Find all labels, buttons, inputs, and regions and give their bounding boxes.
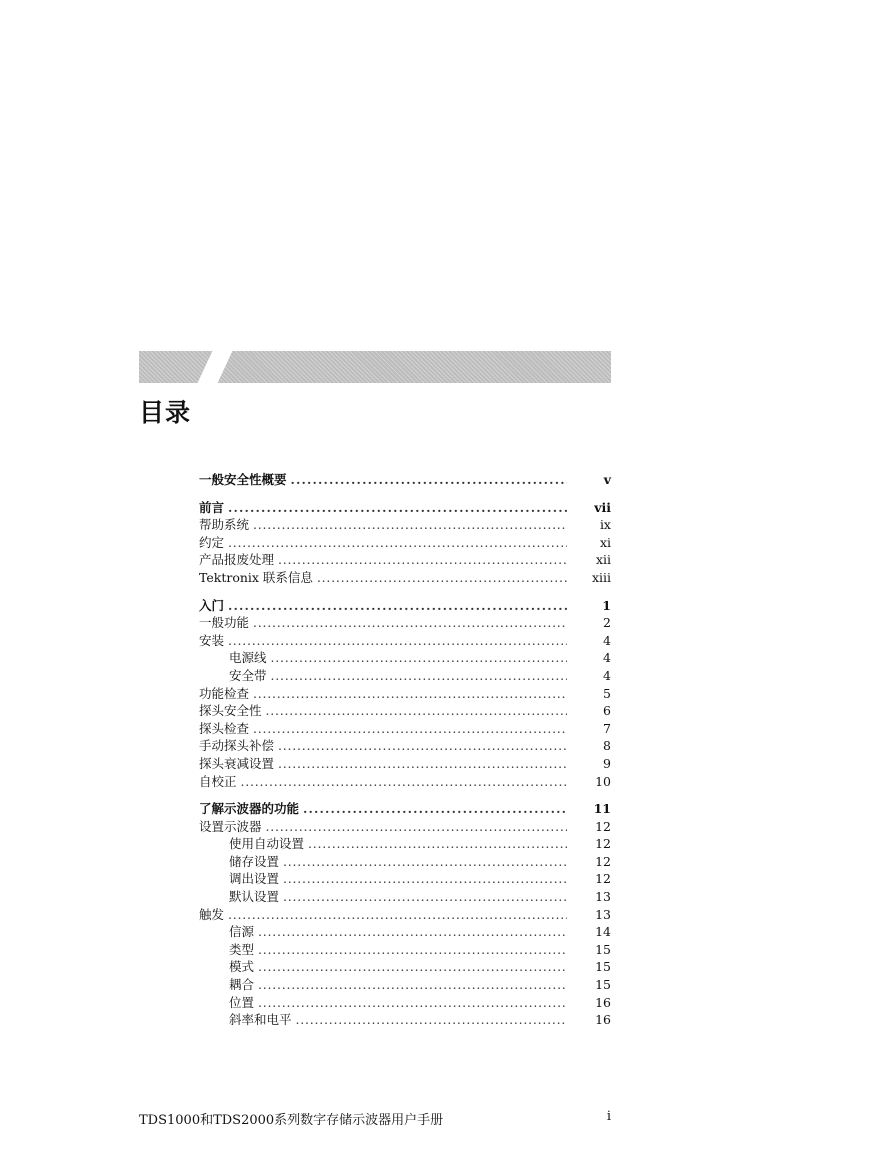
toc-entry[interactable] (199, 773, 611, 791)
toc-entry-page: 13 (595, 889, 611, 905)
toc-dot-leader (278, 737, 567, 755)
toc-entry[interactable] (199, 958, 611, 976)
toc-dot-leader (283, 888, 567, 906)
toc-entry[interactable] (199, 976, 611, 994)
toc-entry-label: 探头检查 (199, 720, 250, 736)
toc-entry-label: 前言 (199, 499, 225, 515)
toc-entry-page: xiii (591, 569, 611, 585)
toc-entry[interactable] (199, 818, 611, 836)
toc-entry[interactable] (199, 906, 611, 924)
toc-dot-leader (258, 976, 567, 994)
toc-entry-label: 帮助系统 (199, 517, 250, 533)
page-title: 目录 (139, 398, 192, 427)
toc-dot-leader (303, 800, 567, 818)
toc-entry-page: 9 (603, 755, 611, 771)
toc-entry[interactable] (199, 702, 611, 720)
toc-entry-page: 12 (595, 836, 611, 852)
toc-entry[interactable] (199, 649, 611, 667)
toc-entry-page: v (603, 472, 611, 487)
toc-entry-page: xii (595, 552, 611, 568)
toc-dot-leader (308, 835, 567, 853)
toc-dot-leader (283, 853, 567, 871)
toc-entry-label: 功能检查 (199, 685, 250, 701)
toc-entry-page: 15 (595, 977, 611, 993)
footer-page-number: i (606, 1109, 611, 1124)
toc-entry[interactable] (199, 994, 611, 1012)
toc-entry[interactable] (199, 632, 611, 650)
toc-entry-label: 使用自动设置 (229, 836, 305, 852)
toc-entry-page: xi (599, 534, 611, 550)
toc-entry-page: 4 (603, 667, 611, 683)
toc-entry-page: 4 (603, 632, 611, 648)
footer-manual-title: TDS1000和TDS2000系列数字存储示波器用户手册 (139, 1113, 444, 1128)
toc-gap (199, 587, 611, 597)
toc-entry-label: 了解示波器的功能 (199, 801, 300, 817)
toc-dot-leader (258, 941, 567, 959)
toc-entry-page: 6 (603, 703, 611, 719)
toc-entry-label: 约定 (199, 534, 225, 550)
toc-entry-label: 一般安全性概要 (199, 472, 287, 487)
toc-entry[interactable] (199, 614, 611, 632)
toc-entry[interactable] (199, 941, 611, 959)
toc-dot-leader (266, 818, 567, 836)
toc-entry-page: 10 (595, 773, 611, 789)
toc-entry[interactable] (199, 569, 611, 587)
toc-entry-label: 安装 (199, 632, 225, 648)
toc-entry[interactable] (199, 835, 611, 853)
toc-entry[interactable] (199, 597, 611, 615)
toc-gap (199, 790, 611, 800)
toc-dot-leader (291, 471, 567, 489)
toc-entry-label: 手动探头补偿 (199, 738, 275, 754)
toc-dot-leader (258, 923, 567, 941)
toc-entry-page: 8 (603, 738, 611, 754)
toc-entry-label: 模式 (229, 959, 255, 975)
toc-entry-page: 15 (595, 941, 611, 957)
toc-entry-label: 入门 (199, 597, 225, 613)
toc-entry-page: 11 (593, 801, 611, 817)
toc-entry-label: 安全带 (229, 667, 267, 683)
toc-entry[interactable] (199, 755, 611, 773)
toc-entry[interactable] (199, 800, 611, 818)
toc-dot-leader (253, 614, 567, 632)
toc-entry-page: 12 (595, 853, 611, 869)
toc-entry-page: 15 (595, 959, 611, 975)
toc-dot-leader (278, 755, 567, 773)
toc-entry-page: 12 (595, 871, 611, 887)
toc-dot-leader (278, 551, 567, 569)
toc-entry-page: 12 (595, 818, 611, 834)
toc-entry-page: 14 (595, 924, 611, 940)
toc-entry[interactable] (199, 870, 611, 888)
toc-entry[interactable] (199, 667, 611, 685)
toc-gap (199, 489, 611, 499)
toc-entry-label: 信源 (229, 924, 255, 940)
toc-entry-label: 斜率和电平 (229, 1012, 292, 1028)
toc-entry-page: 2 (603, 615, 611, 631)
toc-entry[interactable] (199, 685, 611, 703)
toc-dot-leader (228, 534, 567, 552)
toc-entry-label: 设置示波器 (199, 818, 262, 834)
toc-dot-leader (317, 569, 567, 587)
toc-dot-leader (296, 1011, 567, 1029)
toc-entry[interactable] (199, 853, 611, 871)
toc-dot-leader (241, 773, 567, 791)
toc-entry-page: 7 (603, 720, 611, 736)
toc-entry-label: 默认设置 (229, 889, 280, 905)
toc-entry-label: 调出设置 (229, 871, 280, 887)
toc-entry-label: 储存设置 (229, 853, 280, 869)
toc-entry-page: vii (594, 499, 611, 515)
page-footer (139, 1109, 611, 1128)
toc-entry-label: 触发 (199, 906, 225, 922)
toc-dot-leader (271, 667, 567, 685)
toc-entry[interactable] (199, 1011, 611, 1029)
toc-entry-label: 电源线 (229, 650, 267, 666)
toc-entry-label: 位置 (229, 994, 255, 1010)
toc-entry-label: 一般功能 (199, 615, 250, 631)
toc-entry[interactable] (199, 720, 611, 738)
toc-entry-page: 1 (602, 597, 611, 613)
toc-dot-leader (283, 870, 567, 888)
toc-entry-page: 5 (603, 685, 611, 701)
toc-entry[interactable] (199, 499, 611, 517)
toc-dot-leader (258, 958, 567, 976)
toc-entry-label: 探头衰减设置 (199, 755, 275, 771)
toc-dot-leader (228, 906, 567, 924)
toc-entry[interactable] (199, 923, 611, 941)
toc-entry[interactable] (199, 516, 611, 534)
toc-entry-page: 16 (595, 994, 611, 1010)
toc-entry-page: 16 (595, 1012, 611, 1028)
toc-entry-page: 13 (595, 906, 611, 922)
toc-dot-leader (253, 720, 567, 738)
toc-entry[interactable] (199, 737, 611, 755)
toc-entry[interactable] (199, 534, 611, 552)
toc-dot-leader (253, 685, 567, 703)
table-of-contents (199, 471, 611, 1029)
toc-dot-leader (228, 632, 567, 650)
toc-entry[interactable] (199, 471, 611, 489)
toc-entry[interactable] (199, 888, 611, 906)
toc-entry-label: 探头安全性 (199, 703, 262, 719)
toc-dot-leader (271, 649, 567, 667)
toc-entry-label: 类型 (229, 941, 255, 957)
toc-dot-leader (266, 702, 567, 720)
toc-entry-label: Tektronix 联系信息 (199, 569, 313, 585)
toc-entry-page: 4 (603, 650, 611, 666)
toc-dot-leader (253, 516, 567, 534)
toc-entry-label: 产品报废处理 (199, 552, 275, 568)
toc-dot-leader (258, 994, 567, 1012)
toc-entry-label: 耦合 (229, 977, 255, 993)
toc-entry-page: ix (599, 517, 611, 533)
toc-entry-label: 自校正 (199, 773, 237, 789)
toc-dot-leader (228, 499, 567, 517)
toc-entry[interactable] (199, 551, 611, 569)
toc-dot-leader (228, 597, 567, 615)
